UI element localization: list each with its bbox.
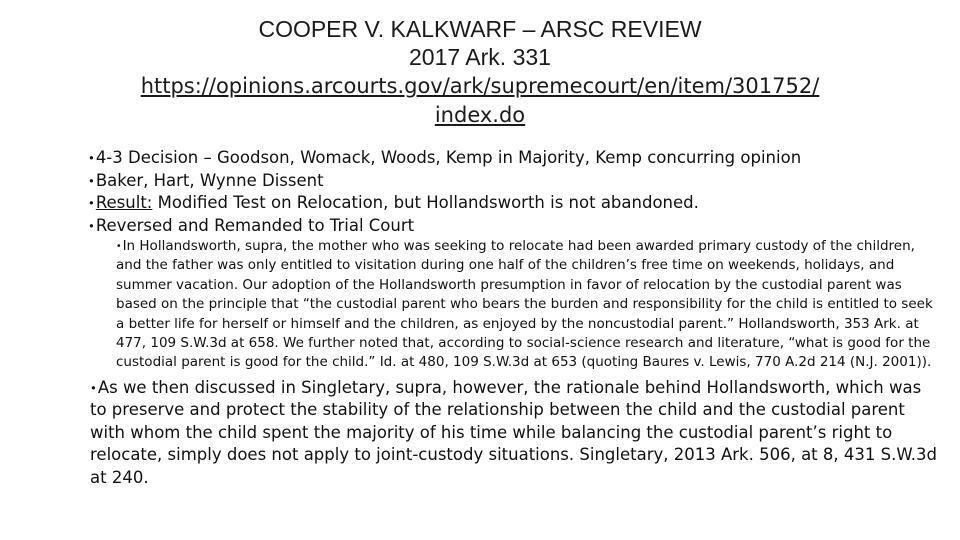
slide-title-block [0,15,960,129]
closing-paragraph: •As we then discussed in Singletary, supra, however, the rationale behind Hollandsworth, which was to preserve and protect the stability of the relationship between the child and the custodial parent with whom the child spent the majority of his time while balancing the custodial parent’s right to relocate, simply does not apply to joint-custody situations. Singletary, 2013 Ark. 506, at 8, 431 S.W.3d at 240. [90,377,937,487]
bullet-dot: • [88,218,95,233]
slide-title: COOPER V. KALKWARF – ARSC REVIEW [258,16,702,42]
opinion-link-continued[interactable]: index.do [434,103,526,127]
case-citation: 2017 Ark. 331 [409,44,551,70]
opinion-link[interactable]: https://opinions.arcourts.gov/ark/supremecourt/en/item/301752/ [140,74,820,98]
bullet-dot: • [90,380,97,395]
slide-body [88,147,948,489]
bullet-disposition: •Reversed and Remanded to Trial Court [88,215,415,235]
bullet-dot: • [88,151,95,165]
bullet-dot: • [88,196,95,210]
bullet-decision: •4-3 Decision – Goodson, Womack, Woods, Kemp in Majority, Kemp concurring opinion [88,148,802,167]
bullet-dissent: •Baker, Hart, Wynne Dissent [88,170,324,190]
bullet-dot: • [116,241,122,252]
quote-paragraph: •In Hollandsworth, supra, the mother who was seeking to relocate had been awarded primary custody of the children, and the father was only entitled to visitation during one half of the children’s free time on weekends, holidays, and summer vacation. Our adoption of the Hollandsworth presumption in favor of relocation by the custodial parent was based on the principle that “the custodial parent who bears the burden and responsibility for the child is entitled to seek a better life for herself or himself and the children, as enjoyed by the noncustodial parent.” Hollandsworth, 353 Ark. at 477, 109 S.W.3d at 658. We further noted that, according to social-science research and literature, “what is good for the custodial parent is good for the child.” Id. at 480, 109 S.W.3d at 653 (quoting Baures v. Lewis, 770 A.2d 214 (N.J. 2001)). [116,238,933,371]
bullet-dot: • [88,173,95,188]
result-label: Result: [95,193,153,212]
bullet-result [88,192,948,215]
result-text: Modified Test on Relocation, but Hollandsworth is not abandoned. [152,193,699,212]
